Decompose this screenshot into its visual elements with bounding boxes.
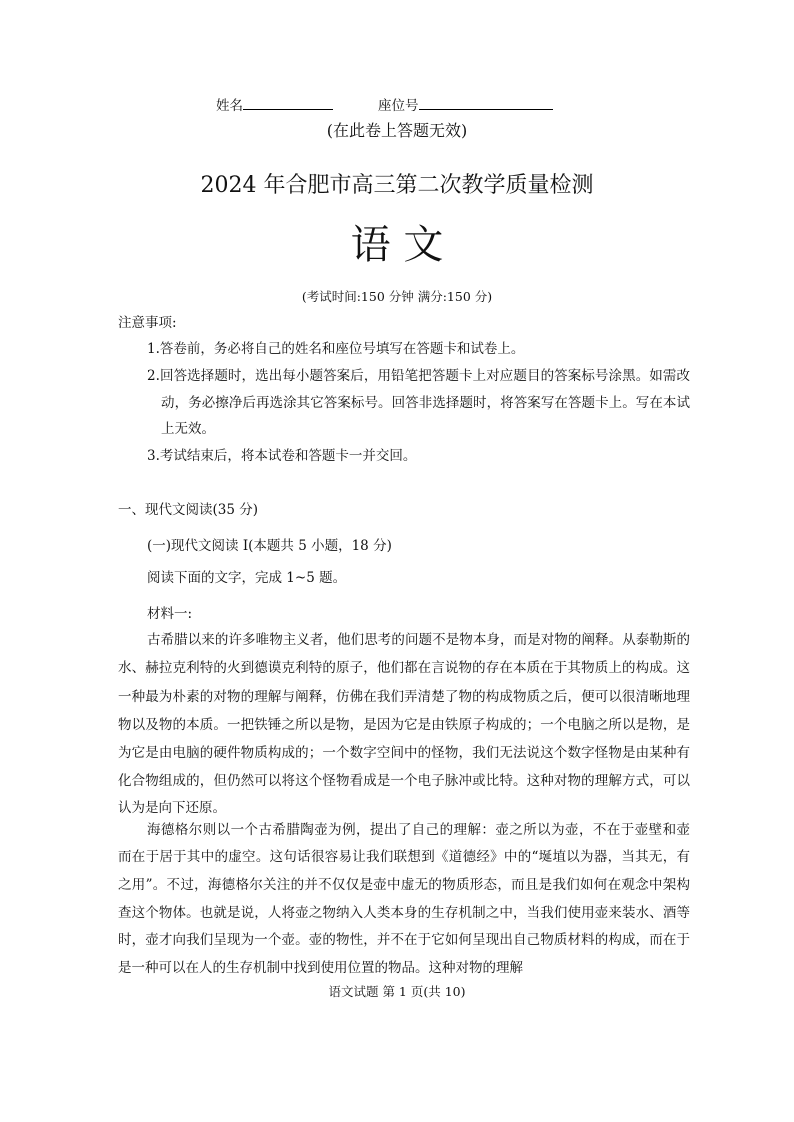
para2-line: 是一种可以在人的生存机制中找到使用位置的物品。这种对物的理解 (118, 960, 523, 976)
para2-line: 而在于居于其中的虚空。这句话很容易让我们联想到《道德经》中的“埏埴以为器，当其无，有 (118, 849, 690, 865)
exam-title: 2024 年合肥市高三第二次教学质量检测 (200, 173, 594, 198)
para2-line: 查这个物体。也就是说，人将壶之物纳入人类本身的生存机制之中，当我们使用壶来装水、酒等 (118, 905, 690, 921)
para1-line: 一种最为朴素的对物的理解与阐释，仿佛在我们弄清楚了物的构成物质之后，便可以很清晰地理 (118, 689, 690, 705)
notice-item-2: 2.回答选择题时，选出每小题答案后，用铅笔把答题卡上对应题目的答案标号涂黑。如需改 (147, 368, 690, 384)
name-blank (243, 97, 333, 110)
seat-label: 座位号 (378, 98, 419, 114)
notice-item-1: 1.答卷前，务必将自己的姓名和座位号填写在答题卡和试卷上。 (147, 341, 525, 357)
name-field (216, 97, 333, 115)
notice-title: 注意事项: (118, 315, 177, 331)
exam-info: (考试时间:150 分钟 满分:150 分) (301, 289, 493, 304)
para1-line: 水、赫拉克利特的火到德谟克利特的原子，他们都在言说物的存在本质在于其物质上的构成。这 (118, 660, 690, 676)
invalid-note: (在此卷上答题无效) (326, 121, 468, 140)
instruction: 阅读下面的文字，完成 1~5 题。 (147, 570, 347, 586)
notice-item-3: 3.考试结束后，将本试卷和答题卡一并交回。 (147, 448, 417, 464)
seat-blank (419, 97, 553, 110)
para2-line: 时，壶才向我们呈现为一个壶。壶的物性，并不在于它如何呈现出自己物质材料的构成，而在于 (118, 932, 690, 948)
seat-field (378, 97, 553, 115)
material-label: 材料一: (147, 606, 193, 622)
para2-line: 海德格尔则以一个古希腊陶壶为例，提出了自己的理解：壶之所以为壶，不在于壶壁和壶 (147, 822, 690, 838)
page-footer: 语文试题 第 1 页(共 10) (328, 984, 466, 999)
section-heading: 一、现代文阅读(35 分) (118, 502, 259, 518)
section-subheading: (一)现代文阅读 I(本题共 5 小题，18 分) (147, 538, 392, 554)
para1-line: 物以及物的本质。一把铁锤之所以是物，是因为它是由铁原子构成的；一个电脑之所以是物，是 (118, 717, 690, 733)
para1-line: 古希腊以来的许多唯物主义者，他们思考的问题不是物本身，而是对物的阐释。从泰勒斯的 (147, 632, 690, 648)
subject-title: 语 文 (350, 222, 444, 268)
name-label: 姓名 (216, 98, 243, 114)
notice-item-2-cont: 动，务必擦净后再选涂其它答案标号。回答非选择题时，将答案写在答题卡上。写在本试 (161, 395, 690, 411)
para1-line: 为它是由电脑的硬件物质构成的；一个数字空间中的怪物，我们无法说这个数字怪物是由某种有 (118, 745, 690, 761)
para1-line: 化合物组成的，但仍然可以将这个怪物看成是一个电子脉冲或比特。这种对物的理解方式，可以 (118, 773, 690, 789)
notice-item-2-end: 上无效。 (161, 421, 215, 437)
para1-line: 认为是向下还原。 (118, 800, 226, 816)
para2-line: 之用”。不过，海德格尔关注的并不仅仅是壶中虚无的物质形态，而且是我们如何在观念中架构 (118, 877, 690, 893)
